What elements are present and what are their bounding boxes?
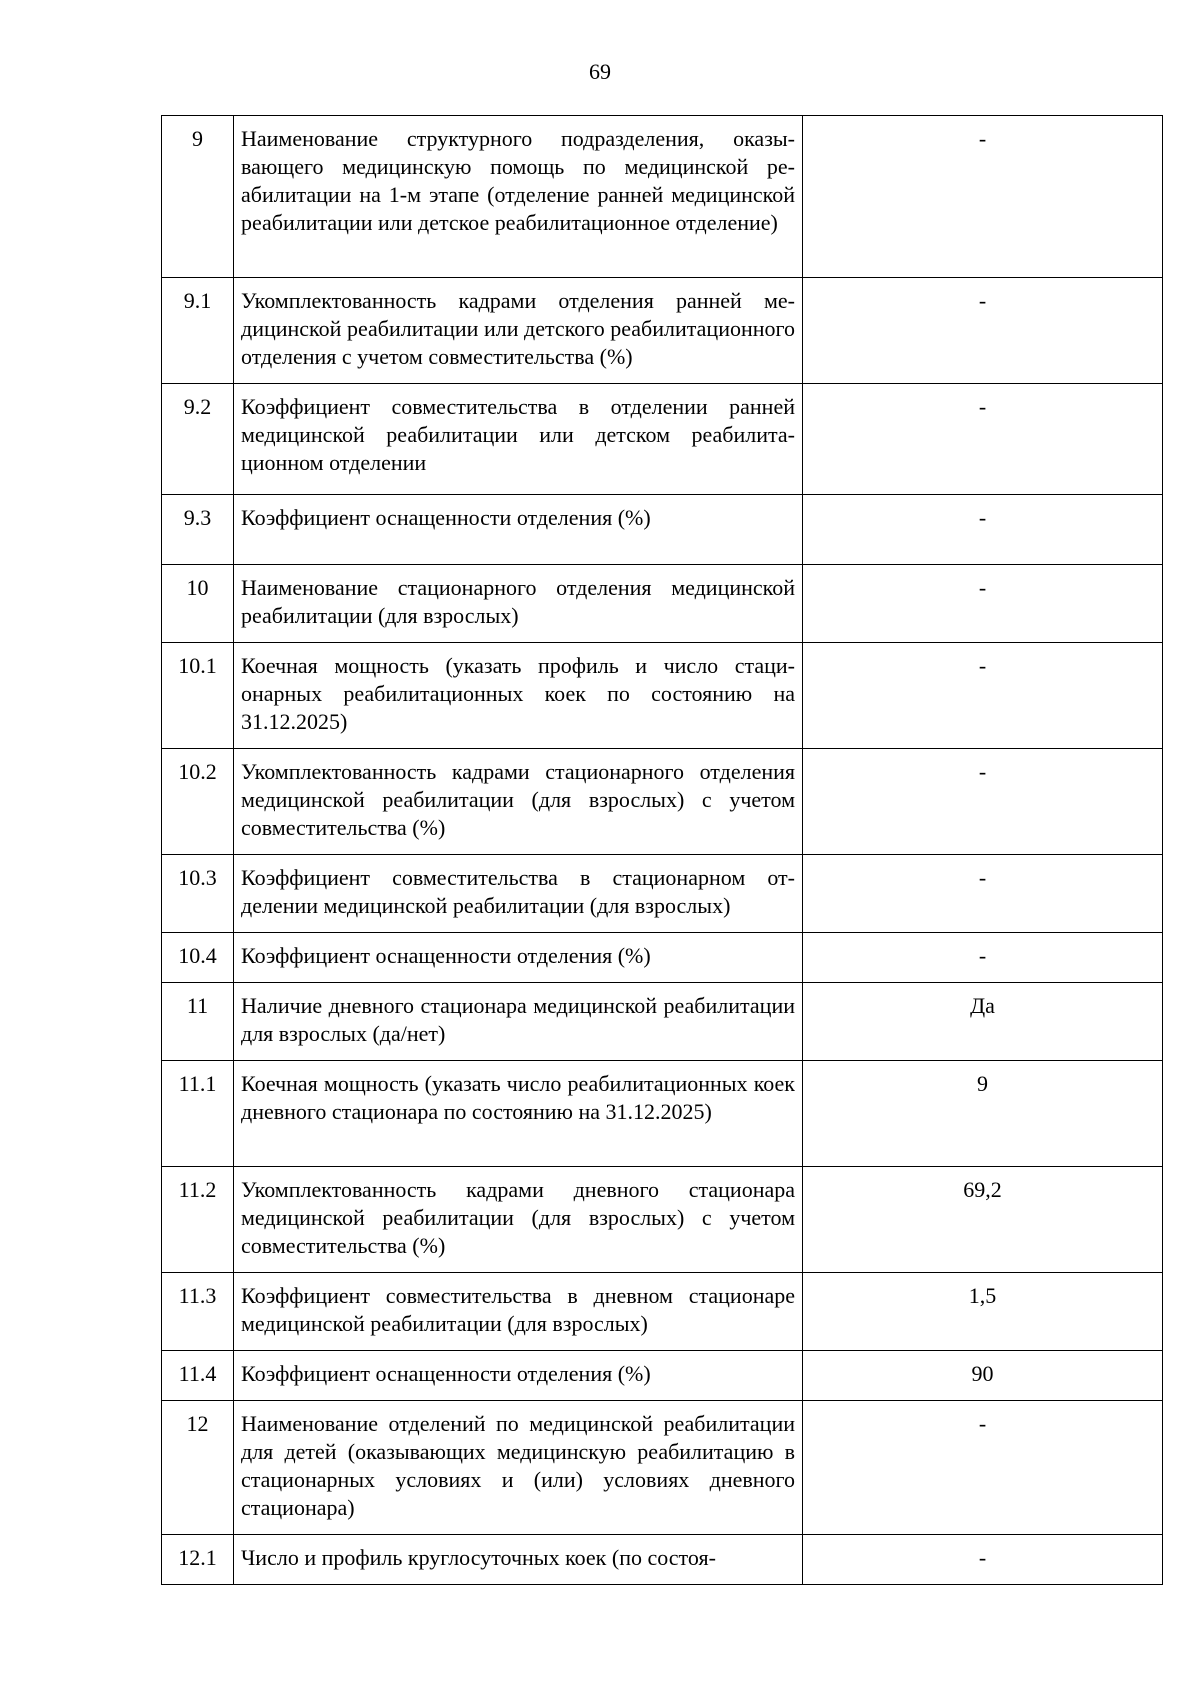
row-value: - [803, 933, 1163, 983]
row-number: 10 [162, 565, 234, 643]
row-description: Укомплектованность кадрами отделения ранней медицинской реабилитации или детского реабилитационного отделения с учетом совместительства (%) [234, 278, 803, 384]
row-description: Число и профиль круглосуточных коек (по состоя- [234, 1535, 803, 1585]
row-value: 69,2 [803, 1167, 1163, 1273]
row-number: 11.1 [162, 1061, 234, 1167]
table-row [162, 643, 1163, 749]
row-description: Коэффициент совместительства в отделении ранней медицинской реабилитации или детском реабилитационном отделении [234, 384, 803, 495]
row-number: 11.2 [162, 1167, 234, 1273]
row-number: 9.3 [162, 495, 234, 565]
row-description: Наименование отделений по медицинской реабилитации для детей (оказывающих медицинскую реабилитацию в стационарных условиях и (или) условиях дневного стационара) [234, 1401, 803, 1535]
row-number: 10.3 [162, 855, 234, 933]
page-number: 69 [589, 59, 611, 84]
row-number: 9.1 [162, 278, 234, 384]
row-value: - [803, 643, 1163, 749]
row-value: - [803, 495, 1163, 565]
row-number: 11 [162, 983, 234, 1061]
row-number: 12 [162, 1401, 234, 1535]
table-row [162, 116, 1163, 278]
row-description: Укомплектованность кадрами дневного стационара медицинской реабилитации (для взрослых) с учетом совместительства (%) [234, 1167, 803, 1273]
row-description: Коечная мощность (указать профиль и число стационарных реабилитационных коек по состоянию на 31.12.2025) [234, 643, 803, 749]
table-row [162, 384, 1163, 495]
row-description: Наименование структурного подразделения, оказывающего медицинскую помощь по медицинской реабилитации на 1-м этапе (отделение ранней медицинской реабилитации или детское реабилитационное отделение) [234, 116, 803, 278]
row-description: Наличие дневного стационара медицинской реабилитации для взрослых (да/нет) [234, 983, 803, 1061]
table-row [162, 1351, 1163, 1401]
row-number: 10.4 [162, 933, 234, 983]
row-value: - [803, 116, 1163, 278]
row-number: 10.1 [162, 643, 234, 749]
table-row [162, 983, 1163, 1061]
row-value: - [803, 1535, 1163, 1585]
row-number: 11.4 [162, 1351, 234, 1401]
table-row [162, 1535, 1163, 1585]
row-number: 9 [162, 116, 234, 278]
row-description: Коэффициент оснащенности отделения (%) [234, 933, 803, 983]
row-value: 1,5 [803, 1273, 1163, 1351]
table-row [162, 1167, 1163, 1273]
row-value: - [803, 384, 1163, 495]
row-description: Коэффициент совместительства в дневном стационаре медицинской реабилитации (для взрослых) [234, 1273, 803, 1351]
table-row [162, 855, 1163, 933]
table-row [162, 278, 1163, 384]
table-body [162, 116, 1163, 1585]
row-value: - [803, 565, 1163, 643]
indicators-table [161, 115, 1163, 1585]
table-row [162, 495, 1163, 565]
row-description: Наименование стационарного отделения медицинской реабилитации (для взрослых) [234, 565, 803, 643]
row-number: 11.3 [162, 1273, 234, 1351]
row-value: - [803, 1401, 1163, 1535]
row-description: Коечная мощность (указать число реабилитационных коек дневного стационара по состоянию на 31.12.2025) [234, 1061, 803, 1167]
row-description: Коэффициент оснащенности отделения (%) [234, 1351, 803, 1401]
table-row [162, 933, 1163, 983]
table-row [162, 1061, 1163, 1167]
row-number: 9.2 [162, 384, 234, 495]
row-description: Коэффициент совместительства в стационарном отделении медицинской реабилитации (для взрослых) [234, 855, 803, 933]
row-value: 9 [803, 1061, 1163, 1167]
row-number: 10.2 [162, 749, 234, 855]
row-number: 12.1 [162, 1535, 234, 1585]
row-description: Укомплектованность кадрами стационарного отделения медицинской реабилитации (для взрослых) с учетом совместительства (%) [234, 749, 803, 855]
row-description: Коэффициент оснащенности отделения (%) [234, 495, 803, 565]
row-value: - [803, 855, 1163, 933]
row-value: Да [803, 983, 1163, 1061]
table-row [162, 1273, 1163, 1351]
row-value: - [803, 749, 1163, 855]
table-row [162, 1401, 1163, 1535]
row-value: - [803, 278, 1163, 384]
row-value: 90 [803, 1351, 1163, 1401]
table-row [162, 565, 1163, 643]
table-row [162, 749, 1163, 855]
